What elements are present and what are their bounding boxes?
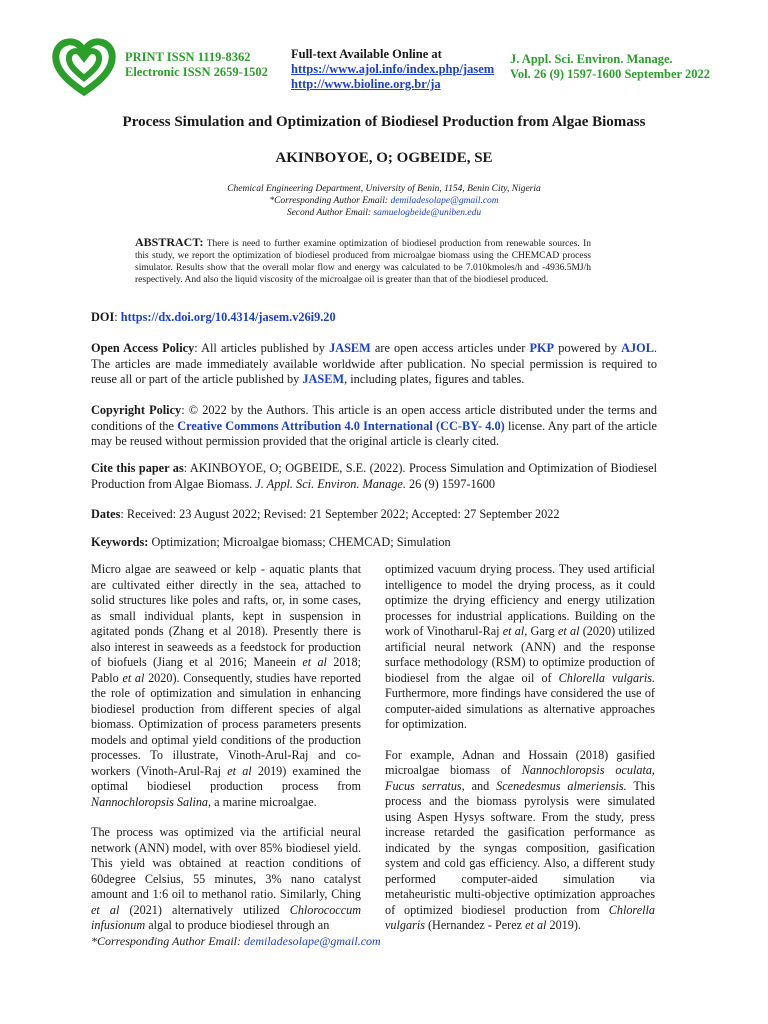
- keywords-line: [91, 535, 657, 551]
- body-paragraph: [385, 562, 655, 733]
- oap-text: : All articles published by: [194, 341, 330, 355]
- oap-text: . The articles are made immediately available worldwide after publication. No special permission is required to reuse all or part of the article published by: [91, 341, 657, 386]
- body-column-right: [385, 562, 655, 949]
- affiliation-block: [0, 183, 768, 219]
- text: Furthermore, more findings have considered the use of computer-aided simulations as alternative approaches for optimization.: [385, 686, 655, 731]
- doi-label: DOI: [91, 310, 115, 324]
- text: 2019).: [546, 918, 581, 932]
- cite-text: : AKINBOYOE, O; OGBEIDE, S.E. (2022). Process Simulation and Optimization of Biodiesel Production from Algae Biomass.: [91, 461, 657, 491]
- electronic-issn: Electronic ISSN 2659-1502: [125, 65, 268, 79]
- issn-block: [125, 50, 268, 80]
- text: 2018; Pablo: [91, 655, 362, 685]
- fulltext-block: [291, 47, 494, 92]
- oap-label: Open Access Policy: [91, 341, 195, 355]
- footnote-label: *Corresponding Author Email:: [91, 934, 245, 948]
- text: Nannochloropsis Salina,: [91, 794, 212, 809]
- corresponding-footnote: [91, 934, 381, 949]
- dates-line: [91, 507, 657, 523]
- copyright-policy: [91, 403, 657, 450]
- corr-label: *Corresponding Author Email:: [269, 196, 391, 206]
- double-heart-logo-icon: [52, 36, 116, 96]
- corr-email-link[interactable]: demiladesolape@gmail.com: [390, 196, 499, 206]
- text: et al: [557, 624, 580, 638]
- dates-text: : Received: 23 August 2022; Revised: 21 September 2022; Accepted: 27 September 2022: [120, 507, 560, 521]
- copyright-text: license. Any part of the article may be reused without permission provided that the original article is clearly cited.: [91, 418, 657, 448]
- text: (2021) alternatively utilized: [119, 902, 290, 917]
- journal-volume: Vol. 26 (9) 1597-1600 September 2022: [510, 67, 710, 81]
- text: Chlorella vulgaris: [385, 902, 655, 932]
- text: Scenedesmus almeriensis.: [496, 778, 627, 793]
- text: Garg: [527, 624, 558, 638]
- text: et al: [525, 918, 547, 932]
- print-issn: PRINT ISSN 1119-8362: [125, 50, 251, 64]
- second-email-line: [0, 207, 768, 219]
- text: et al: [122, 670, 145, 685]
- abstract-text: There is need to further examine optimization of biodiesel production from renewable sources. In this study, we report the optimization of biodiesel produced from microalgae biomass using the CHEMCAD process simulator. Results show that the overall molar flow and energy was calculated to be 7.010kmoles/h and -4936.5MJ/h respectively. And also the liquid viscosity of the microalgae oil is greater than that of the biodiesel produced.: [135, 239, 591, 285]
- open-access-policy: [91, 341, 657, 388]
- abstract-label: ABSTRACT:: [135, 235, 204, 249]
- cite-journal: J. Appl. Sci. Environ. Manage.: [255, 476, 406, 491]
- ajol-link[interactable]: AJOL: [621, 341, 654, 355]
- fulltext-label: Full-text Available Online at: [291, 47, 442, 61]
- journal-name: J. Appl. Sci. Environ. Manage.: [510, 52, 673, 66]
- oap-text: , including plates, figures and tables.: [344, 372, 525, 386]
- text: Nannochloropsis oculata, Fucus serratus,: [385, 763, 655, 793]
- paper-authors: AKINBOYOE, O; OGBEIDE, SE: [275, 150, 493, 166]
- text: et al: [91, 902, 120, 917]
- ajol-url-link[interactable]: https://www.ajol.info/index.php/jasem: [291, 62, 495, 76]
- text: (2020) utilized artificial neural network (ANN) and the response surface methodology (RSM) to optimize production of biodiesel from the algae oil of: [385, 624, 655, 685]
- text: For example, Adnan and Hossain (2018) gasified microalgae biomass of: [385, 747, 655, 777]
- keywords-text: Optimization; Microalgae biomass; CHEMCAD; Simulation: [148, 535, 451, 549]
- text: 2020). Consequently, studies have reported the role of optimization and simulation in enhancing biodiesel production from different species of algal biomass. Optimization of process parameters presents models and optimal yield conditions of the production processes. To illustrate, Vinoth-Arul-Raj and co-workers (Vinoth-Arul-Raj: [91, 670, 361, 778]
- cc-license-link[interactable]: Creative Commons Attribution 4.0 International (CC-BY- 4.0): [177, 418, 505, 433]
- text: et al: [227, 763, 252, 778]
- department: Chemical Engineering Department, University of Benin, 1154, Benin City, Nigeria: [227, 184, 541, 194]
- text: 2019) examined the optimal biodiesel production process from: [91, 763, 361, 793]
- oap-text: are open access articles under: [370, 341, 530, 355]
- journal-block: [510, 52, 710, 82]
- bioline-url-link[interactable]: http://www.bioline.org.br/ja: [291, 77, 441, 91]
- doi-line: [91, 310, 657, 326]
- text: optimized vacuum drying process. They used artificial intelligence to model the drying process, as it could optimize the drying efficiency and energy utilization processes for industrial applications. Building on the work of Vinotharul-Raj: [385, 562, 655, 638]
- text: et al,: [502, 624, 528, 638]
- body-paragraph: [91, 562, 361, 810]
- copyright-text: : © 2022 by the Authors. This article is an open access article distributed under the terms and conditions of the: [91, 403, 657, 433]
- text: Chlorococcum infusionum: [91, 902, 362, 932]
- corresponding-email-line: [0, 195, 768, 207]
- body-column-left: [91, 562, 361, 949]
- footnote-email-link[interactable]: demiladesolape@gmail.com: [244, 934, 381, 948]
- dates-label: Dates: [91, 507, 121, 521]
- text: a marine microalgae.: [211, 794, 317, 809]
- jasem-link[interactable]: JASEM: [329, 341, 371, 355]
- body-paragraph: [91, 825, 361, 934]
- cite-label: Cite this paper as: [91, 461, 184, 475]
- text: The process was optimized via the artificial neural network (ANN) model, with over 85% biodiesel yield. This yield was obtained at reaction conditions of 60degree Celsius, 55 minutes, 3% nano catalyst amount and 1:6 oil to methanol ratio. Similarly, Ching: [91, 825, 361, 901]
- keywords-label: Keywords:: [91, 535, 149, 549]
- abstract: [135, 236, 591, 286]
- second-label: Second Author Email:: [286, 208, 374, 218]
- text: algal to produce biodiesel through an: [145, 918, 330, 932]
- jasem-link[interactable]: JASEM: [302, 372, 345, 386]
- text: Micro algae are seaweed or kelp - aquatic plants that are cultivated either directly in the sea, attached to solid structures like poles and rafts, or, in some cases, as small individual plants, kept in suspension in agitated ponds (Zhang et al 2018). Presently there is also interest in seaweeds as a feedstock for production of biofuels (Jiang et al 2016; Maneein: [91, 562, 361, 669]
- body-paragraph: [385, 748, 655, 934]
- paper-title: Process Simulation and Optimization of Biodiesel Production from Algae Biomass: [122, 114, 646, 130]
- doi-link[interactable]: https://dx.doi.org/10.4314/jasem.v26i9.20: [120, 310, 336, 324]
- text: (Hernandez - Perez: [424, 918, 526, 932]
- text: Chlorella vulgaris.: [558, 670, 655, 685]
- second-email-link[interactable]: samuelogbeide@uniben.edu: [373, 208, 482, 218]
- oap-text: powered by: [554, 341, 622, 355]
- text: et al: [302, 655, 327, 669]
- cite-text: 26 (9) 1597-1600: [405, 476, 496, 491]
- pkp-link[interactable]: PKP: [529, 341, 555, 355]
- doi-sep: :: [114, 310, 121, 324]
- text: and: [464, 778, 497, 793]
- citation: [91, 461, 657, 492]
- copyright-label: Copyright Policy: [91, 403, 182, 417]
- text: This process and the biomass pyrolysis were simulated using Aspen Hysys software. From the study, press increase retarded the gasification performance as indicated by the syngas composition, gasification system and cold gas efficiency. Also, a different study performed computer-aided simulation via metaheuristic multi-objective optimization approaches of optimized biodiesel production from: [385, 778, 655, 917]
